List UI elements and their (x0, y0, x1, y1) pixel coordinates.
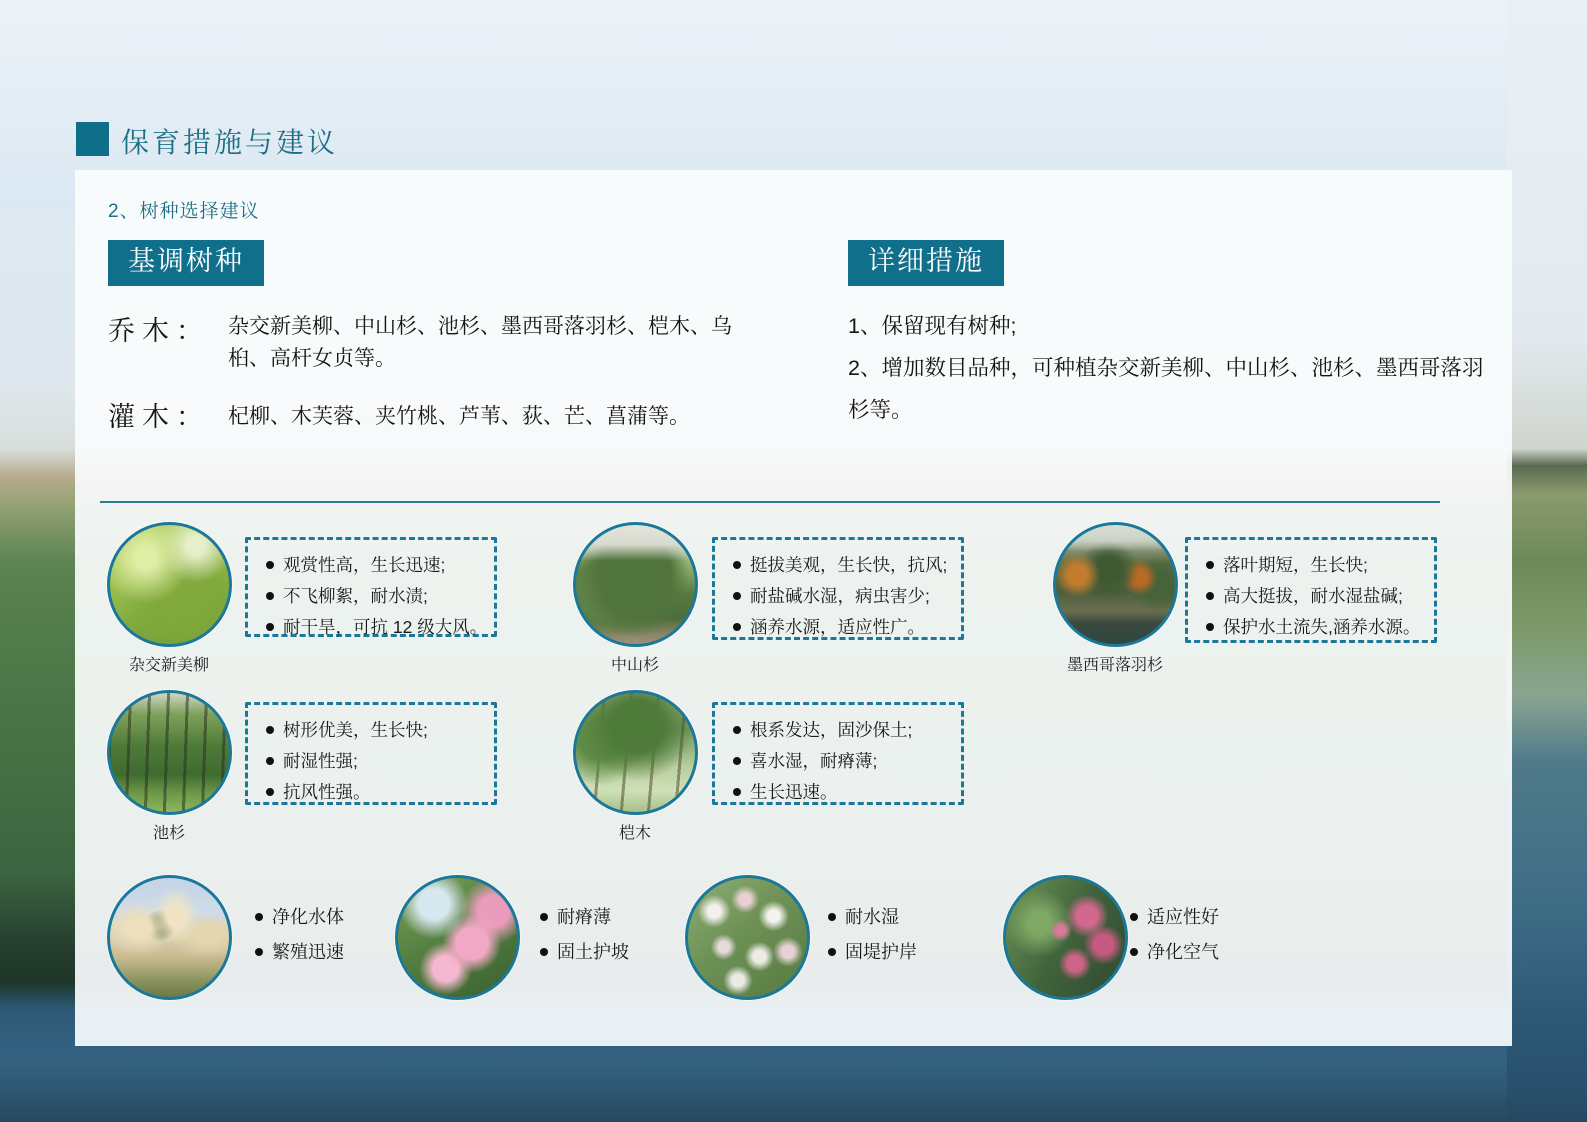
trait-item (733, 550, 947, 581)
measures-line-2: 2、增加数目品种，可种植杂交新美柳、中山杉、池杉、墨西哥落羽杉等。 (848, 355, 1484, 422)
traits-box-zhongshan-fir (712, 537, 964, 640)
trait-text: 耐瘠薄 (557, 907, 611, 927)
photo-alder (573, 690, 698, 815)
trait-text: 固堤护岸 (845, 942, 917, 962)
trait-text: 耐水湿 (845, 907, 899, 927)
trait-item (733, 777, 947, 808)
trait-text: 耐盐碱水湿，病虫害少; (750, 586, 930, 606)
photo-hybrid-willow (107, 522, 232, 647)
trait-item (733, 715, 947, 746)
bullet-dot-icon (266, 592, 274, 600)
bullet-dot-icon (540, 913, 548, 921)
measures-line-1: 1、保留现有树种; (848, 314, 1017, 338)
trait-item (266, 612, 488, 643)
shrub-label: 灌木： (108, 402, 210, 432)
photo-mexican-bald-cypress (1053, 522, 1178, 647)
trait-item (733, 581, 947, 612)
content-panel (75, 170, 1512, 1046)
arbor-species-text: 杂交新美柳、中山杉、池杉、墨西哥落羽杉、桤木、乌桕、高杆女贞等。 (228, 315, 732, 370)
photo-pond-cypress (107, 690, 232, 815)
bullet-dot-icon (1206, 592, 1214, 600)
bullet-dot-icon (1130, 913, 1138, 921)
traits-box-pond-cypress (245, 702, 497, 805)
trait-item (1130, 935, 1219, 970)
shrub-species-text: 杞柳、木芙蓉、夹竹桃、芦苇、荻、芒、菖蒲等。 (228, 405, 690, 428)
trait-text: 喜水湿，耐瘠薄; (750, 751, 878, 771)
bullet-dot-icon (733, 726, 741, 734)
detailed-measures-header: 详细措施 (848, 240, 1004, 286)
base-species-header: 基调树种 (108, 240, 264, 286)
measures-text (848, 306, 1498, 432)
section-subtitle: 2、树种选择建议 (108, 201, 260, 222)
trait-item (733, 612, 947, 643)
caption-zhongshan-fir: 中山杉 (610, 657, 659, 674)
trait-text: 涵养水源，适应性广。 (750, 617, 925, 637)
wetland-photo-right-strip (1507, 0, 1587, 1122)
trait-item (266, 550, 480, 581)
trait-item (1206, 612, 1420, 643)
trait-text: 耐湿性强; (283, 751, 358, 771)
trait-item (1206, 581, 1420, 612)
caption-alder: 桤木 (618, 825, 651, 842)
trait-text: 适应性好 (1147, 907, 1219, 927)
trait-item (733, 746, 947, 777)
traits-list-cotton-rose (540, 900, 629, 970)
trait-item (828, 935, 917, 970)
photo-oleander (1003, 875, 1128, 1000)
bullet-dot-icon (540, 948, 548, 956)
bullet-dot-icon (733, 623, 741, 631)
bullet-dot-icon (828, 913, 836, 921)
bullet-dot-icon (733, 592, 741, 600)
trait-text: 耐干旱，可抗 12 级大风。 (283, 617, 488, 637)
caption-pond-cypress: 池杉 (152, 825, 185, 842)
photo-cotton-rose (395, 875, 520, 1000)
trait-text: 净化水体 (272, 907, 344, 927)
trait-item (1206, 550, 1420, 581)
trait-text: 挺拔美观，生长快，抗风; (750, 555, 948, 575)
traits-box-hybrid-willow (245, 537, 497, 637)
trait-text: 净化空气 (1147, 942, 1219, 962)
trait-text: 观赏性高，生长迅速; (283, 555, 446, 575)
trait-item (540, 900, 629, 935)
bullet-dot-icon (266, 561, 274, 569)
trait-text: 保护水土流失,涵养水源。 (1223, 617, 1421, 637)
traits-box-mexican-bald-cypress (1185, 537, 1437, 643)
title-marker-square (76, 122, 109, 156)
section-divider (100, 501, 1440, 503)
bullet-dot-icon (266, 757, 274, 765)
photo-zhongshan-fir (573, 522, 698, 647)
water-bottom-strip (0, 1046, 1587, 1122)
bullet-dot-icon (1206, 561, 1214, 569)
bullet-dot-icon (266, 788, 274, 796)
bullet-dot-icon (266, 726, 274, 734)
trait-text: 不飞柳絮，耐水渍; (283, 586, 428, 606)
trait-item (266, 746, 480, 777)
trait-item (266, 777, 480, 808)
trait-text: 固土护坡 (557, 942, 629, 962)
bullet-dot-icon (1206, 623, 1214, 631)
traits-list-reed-grass (255, 900, 344, 970)
trait-text: 根系发达，固沙保土; (750, 720, 913, 740)
trait-text: 抗风性强。 (283, 782, 371, 802)
bullet-dot-icon (255, 948, 263, 956)
trait-text: 繁殖迅速 (272, 942, 344, 962)
trait-text: 树形优美，生长快; (283, 720, 428, 740)
trait-text: 生长迅速。 (750, 782, 838, 802)
photo-reed-grass (107, 875, 232, 1000)
traits-box-alder (712, 702, 964, 805)
bullet-dot-icon (733, 757, 741, 765)
trait-text: 高大挺拔，耐水湿盐碱; (1223, 586, 1403, 606)
caption-mexican-bald-cypress: 墨西哥落羽杉 (1066, 657, 1163, 674)
bullet-dot-icon (255, 913, 263, 921)
trait-item (828, 900, 917, 935)
photo-dappled-willow (685, 875, 810, 1000)
trait-item (1130, 900, 1219, 935)
trait-item (255, 900, 344, 935)
arbor-label: 乔木： (108, 316, 210, 346)
bullet-dot-icon (1130, 948, 1138, 956)
traits-list-oleander (1130, 900, 1219, 970)
caption-hybrid-willow: 杂交新美柳 (128, 657, 209, 674)
trait-item (540, 935, 629, 970)
bullet-dot-icon (266, 623, 274, 631)
trait-item (255, 935, 344, 970)
bullet-dot-icon (828, 948, 836, 956)
bullet-dot-icon (733, 561, 741, 569)
page-title: 保育措施与建议 (121, 128, 339, 159)
trait-item (266, 715, 480, 746)
traits-list-dappled-willow (828, 900, 917, 970)
trait-item (266, 581, 480, 612)
bullet-dot-icon (733, 788, 741, 796)
trait-text: 落叶期短，生长快; (1223, 555, 1368, 575)
